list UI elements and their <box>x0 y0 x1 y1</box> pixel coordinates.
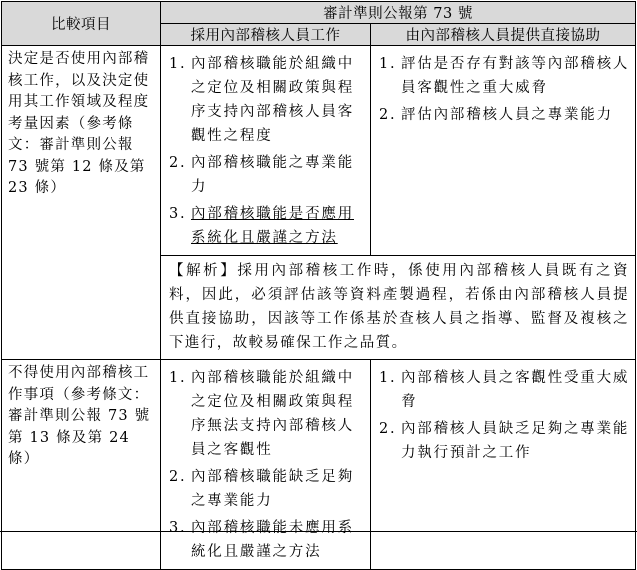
item-text: 內部稽核職能缺乏足夠之專業能力 <box>191 469 354 509</box>
item-number: 2. <box>379 421 397 437</box>
comparison-item-cell: 決定是否使用內部稽核工作，以及決定使用其工作領域及程度考量因素（參考條文：審計準則公報 73 號第 12 條及第 23 條） <box>2 46 161 360</box>
item-number: 2. <box>169 155 187 171</box>
item-number: 3. <box>169 206 187 222</box>
direct-assistance-cell <box>371 46 636 256</box>
list-item <box>169 366 366 462</box>
comparison-table <box>1 1 636 570</box>
use-internal-audit-header: 採用內部稽核人員工作 <box>161 24 371 46</box>
item-text: 評估是否存有對該等內部稽核人員客觀性之重大威脅 <box>401 56 630 96</box>
list-item <box>379 366 631 414</box>
list-item <box>169 151 366 199</box>
item-number: 2. <box>169 469 187 485</box>
list-item <box>379 417 631 465</box>
item-number: 3. <box>169 520 187 536</box>
item-text: 評估內部稽核人員之專業能力 <box>401 107 613 123</box>
item-number: 1. <box>379 56 397 72</box>
comparison-item-cell: 不得使用內部稽核工作事項（參考條文：審計準則公報 73 號第 13 條及第 24 條） <box>2 360 161 570</box>
table-row <box>2 46 636 256</box>
list-item <box>169 202 366 250</box>
list-item <box>379 103 631 127</box>
item-text: 內部稽核職能於組織中之定位及相關政策與程序無法支持內部稽核人員之客觀性 <box>191 370 354 458</box>
item-number: 2. <box>379 107 397 123</box>
item-text: 內部稽核人員之客觀性受重大威脅 <box>401 370 630 410</box>
item-text: 內部稽核職能是否應用系統化且嚴謹之方法 <box>191 206 354 246</box>
direct-assistance-cell <box>371 360 636 570</box>
item-text: 內部稽核職能未應用系統化且嚴謹之方法 <box>191 520 354 560</box>
list-item <box>169 465 366 513</box>
page-bottom-rule <box>0 531 637 532</box>
list-item <box>379 52 631 100</box>
direct-assistance-header: 由內部稽核人員提供直接協助 <box>371 24 636 46</box>
item-number: 1. <box>169 370 187 386</box>
table-row <box>2 360 636 570</box>
list-item <box>169 52 366 148</box>
item-number: 1. <box>379 370 397 386</box>
item-text: 內部稽核職能於組織中之定位及相關政策與程序支持內部稽核人員客觀性之程度 <box>191 56 354 144</box>
analysis-note: 【解析】採用內部稽核工作時，係使用內部稽核人員既有之資料，因此，必須評估該等資料產製過程，若係由內部稽核人員提供直接協助，因該等工作係基於查核人員之指導、監督及複核之下進行，故較易確保工作之品質。 <box>161 256 636 360</box>
use-internal-audit-cell <box>161 46 371 256</box>
compare-item-header: 比較項目 <box>2 2 161 46</box>
list-item <box>169 516 366 564</box>
item-text: 內部稽核人員缺乏足夠之專業能力執行預計之工作 <box>401 421 630 461</box>
use-internal-audit-cell <box>161 360 371 570</box>
standard-title-header: 審計準則公報第 73 號 <box>161 2 636 24</box>
item-number: 1. <box>169 56 187 72</box>
item-text: 內部稽核職能之專業能力 <box>191 155 354 195</box>
